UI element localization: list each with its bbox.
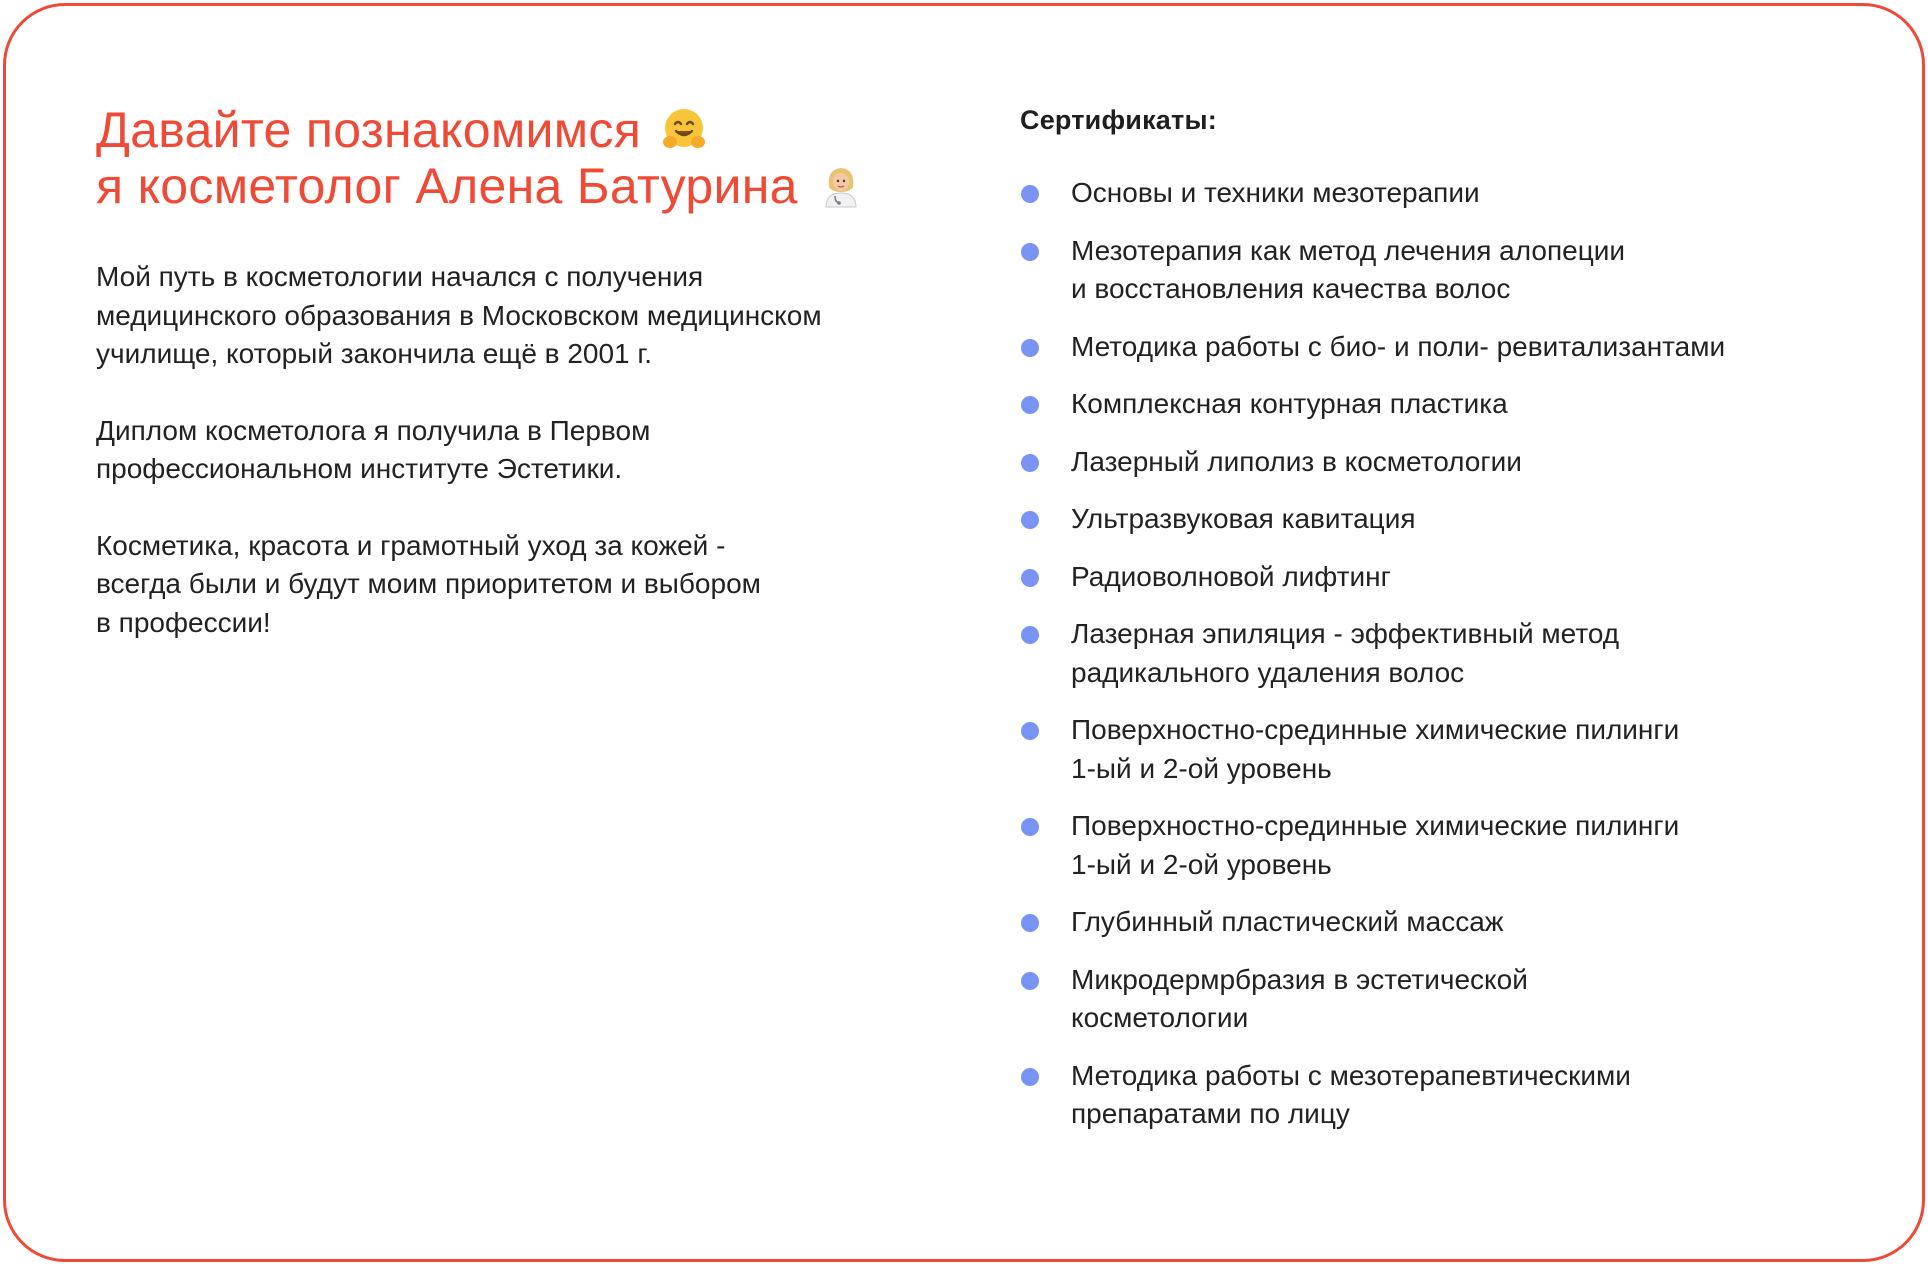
intro-line: всегда были и будут моим приоритетом и выбором (96, 568, 761, 599)
bullet-dot-icon (1021, 1068, 1039, 1086)
certificates-list (1020, 174, 1900, 1134)
certificate-item (1020, 711, 1900, 788)
intro-paragraph-3 (96, 527, 976, 643)
bullet-dot-icon (1021, 185, 1039, 203)
certificate-text: Комплексная контурная пластика (1071, 388, 1508, 419)
intro-paragraph-2 (96, 412, 976, 489)
certificates-column (1020, 102, 1900, 1153)
bullet-dot-icon (1021, 972, 1039, 990)
certificate-text: Глубинный пластический массаж (1071, 906, 1504, 937)
certificate-text: косметологии (1071, 1002, 1249, 1033)
certificate-text: Поверхностно-срединные химические пилинги (1071, 714, 1680, 745)
certificate-text: Микродермрбразия в эстетической (1071, 963, 1528, 995)
certificate-text: Лазерный липолиз в косметологии (1071, 445, 1522, 477)
certificate-text: 1-ый и 2-ой уровень (1071, 752, 1332, 784)
certificate-text: Радиоволновой лифтинг (1071, 560, 1391, 592)
intro-line: Диплом косметолога я получила в Первом (96, 414, 651, 446)
intro-paragraph-1 (96, 258, 976, 374)
content-card (3, 3, 1925, 1262)
certificate-text: препаратами по лицу (1071, 1098, 1350, 1129)
intro-line: профессиональном институте Эстетики. (96, 453, 623, 484)
intro-line: медицинского образования в Московском медицинском (96, 299, 822, 331)
hugging-face-icon (661, 107, 707, 153)
certificate-text: Мезотерапия как метод лечения алопеции (1071, 234, 1626, 266)
certificate-item (1020, 328, 1900, 367)
certificate-item (1020, 615, 1900, 692)
title-line-2 (96, 158, 976, 214)
intro-column (96, 102, 976, 680)
certificate-text: Ультразвуковая кавитация (1071, 503, 1416, 534)
certificate-text: Поверхностно-срединные химические пилинги (1071, 810, 1680, 841)
title-line-1 (96, 102, 976, 158)
certificate-text: 1-ый и 2-ой уровень (1071, 848, 1332, 880)
intro-line: училище, который закончила ещё в 2001 г. (96, 338, 652, 369)
bullet-dot-icon (1021, 396, 1039, 414)
intro-line: Косметика, красота и грамотный уход за кожей - (96, 529, 726, 561)
certificate-item (1020, 558, 1900, 597)
intro-text (96, 258, 976, 642)
certificate-item (1020, 903, 1900, 942)
intro-line: Мой путь в косметологии начался с получения (96, 261, 704, 292)
bullet-dot-icon (1021, 454, 1039, 472)
certificate-text: и восстановления качества волос (1071, 273, 1511, 304)
certificate-text: Основы и техники мезотерапии (1071, 177, 1480, 208)
bullet-dot-icon (1021, 626, 1039, 644)
bullet-dot-icon (1021, 818, 1039, 836)
bullet-dot-icon (1021, 339, 1039, 357)
certificate-text: Лазерная эпиляция - эффективный метод (1071, 618, 1620, 649)
certificate-item (1020, 961, 1900, 1038)
certificates-heading: Сертификаты: (1020, 105, 1217, 135)
bullet-dot-icon (1021, 243, 1039, 261)
bullet-dot-icon (1021, 569, 1039, 587)
certificate-item (1020, 385, 1900, 424)
certificate-item (1020, 232, 1900, 309)
title-line-1-text: Давайте познакомимся (96, 102, 642, 158)
certificate-text: радикального удаления волос (1071, 656, 1465, 688)
certificate-item (1020, 1057, 1900, 1134)
certificate-item (1020, 174, 1900, 213)
certificate-text: Методика работы с био- и поли- ревитализантами (1071, 330, 1726, 362)
certificate-item (1020, 500, 1900, 539)
woman-health-worker-icon (818, 163, 864, 209)
certificate-text: Методика работы с мезотерапевтическими (1071, 1059, 1631, 1091)
certificate-item (1020, 443, 1900, 482)
page-title (96, 102, 976, 214)
bullet-dot-icon (1021, 511, 1039, 529)
bullet-dot-icon (1021, 914, 1039, 932)
intro-line: в профессии! (96, 606, 271, 638)
title-line-2-text: я косметолог Алена Батурина (96, 158, 798, 214)
bullet-dot-icon (1021, 722, 1039, 740)
certificate-item (1020, 807, 1900, 884)
